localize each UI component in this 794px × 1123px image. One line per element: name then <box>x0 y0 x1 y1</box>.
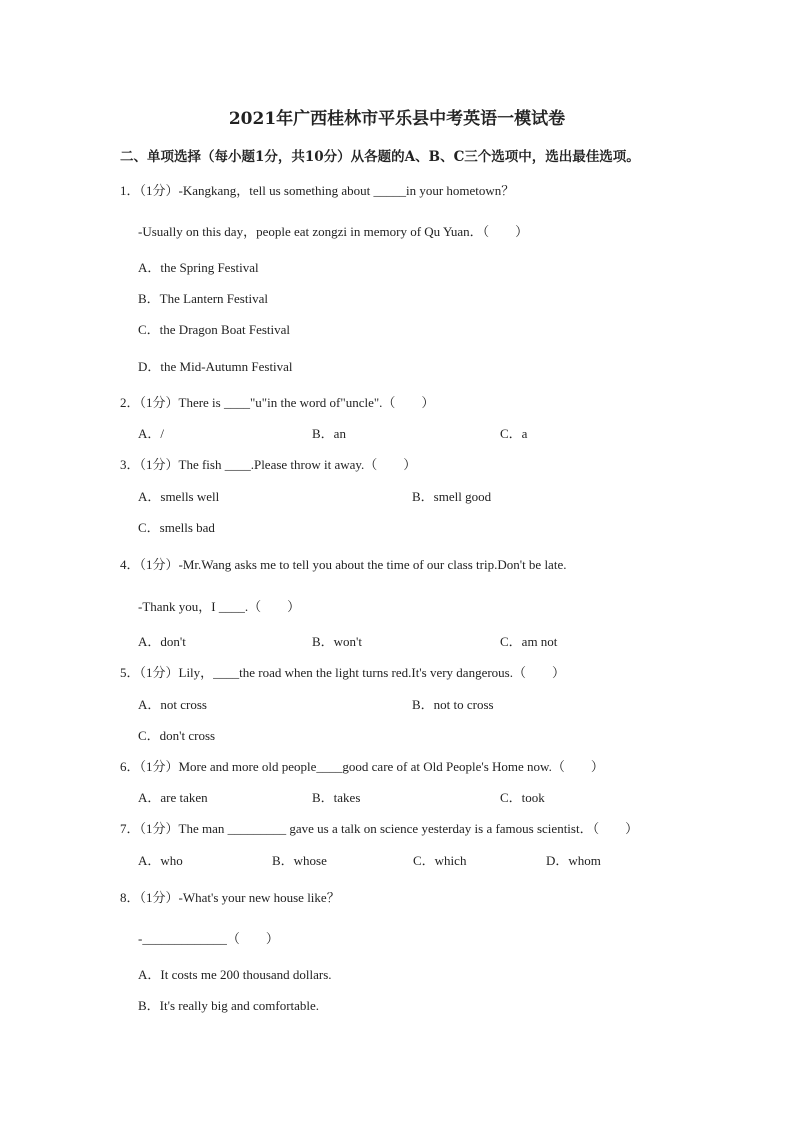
question-7-option-d[interactable]: D．whom <box>546 853 601 868</box>
question-1-option-a[interactable]: A．the Spring Festival <box>138 260 259 275</box>
question-6-stem: 6．（1分）More and more old people____good care of at Old People's Home now.（ ） <box>120 759 604 774</box>
question-2-option-a[interactable]: A．/ <box>138 426 165 441</box>
section-heading: 二、单项选择（每小题1分，共10分）从各题的A、B、C三个选项中，选出最佳选项。 <box>120 149 640 165</box>
question-5-stem: 5．（1分）Lily，____the road when the light turns red.It's very dangerous.（ ） <box>120 665 565 680</box>
question-7-option-a[interactable]: A．who <box>138 853 183 868</box>
question-1-option-c[interactable]: C．the Dragon Boat Festival <box>138 322 291 337</box>
question-4-option-a[interactable]: A．don't <box>138 634 186 649</box>
question-4-option-c[interactable]: C．am not <box>500 634 558 649</box>
question-2-stem: 2．（1分）There is ____"u"in the word of"uncle".（ ） <box>120 395 435 410</box>
question-4-stem-2: -Thank you，I ____.（ ） <box>138 599 301 614</box>
question-1-option-d[interactable]: D．the Mid-Autumn Festival <box>138 359 293 374</box>
question-3-option-a[interactable]: A．smells well <box>138 489 220 504</box>
question-2-option-c[interactable]: C．a <box>500 426 528 441</box>
question-8-option-a[interactable]: A．It costs me 200 thousand dollars. <box>138 967 332 982</box>
question-3-option-c[interactable]: C．smells bad <box>138 520 215 535</box>
question-1-option-b[interactable]: B．The Lantern Festival <box>138 291 268 306</box>
question-5-option-b[interactable]: B．not to cross <box>412 697 494 712</box>
question-2-option-b[interactable]: B．an <box>312 426 346 441</box>
question-1-stem: 1．（1分）-Kangkang，tell us something about _____in your hometown？ <box>120 183 515 198</box>
question-7-option-b[interactable]: B．whose <box>272 853 327 868</box>
question-3-stem: 3．（1分）The fish ____.Please throw it away.（ ） <box>120 457 417 472</box>
question-5-option-a[interactable]: A．not cross <box>138 697 207 712</box>
question-3-option-b[interactable]: B．smell good <box>412 489 492 504</box>
question-5-option-c[interactable]: C．don't cross <box>138 728 216 743</box>
question-7-stem: 7．（1分）The man _________ gave us a talk on science yesterday is a famous scientist．（ ） <box>120 821 639 836</box>
question-1-stem-2: -Usually on this day，people eat zongzi in memory of Qu Yuan．（ ） <box>138 224 529 239</box>
question-7-option-c[interactable]: C．which <box>413 853 467 868</box>
question-4-option-b[interactable]: B．won't <box>312 634 363 649</box>
question-8-option-b[interactable]: B．It's really big and comfortable. <box>138 998 320 1013</box>
question-8-stem: 8．（1分）-What's your new house like？ <box>120 890 340 905</box>
question-6-option-c[interactable]: C．took <box>500 790 545 805</box>
question-4-stem: 4．（1分）-Mr.Wang asks me to tell you about the time of our class trip.Don't be late. <box>120 557 567 572</box>
question-8-stem-2: -_____________（ ） <box>138 931 279 946</box>
page-title: 2021年广西桂林市平乐县中考英语一模试卷 <box>228 109 566 129</box>
question-6-option-a[interactable]: A．are taken <box>138 790 208 805</box>
question-6-option-b[interactable]: B．takes <box>312 790 361 805</box>
